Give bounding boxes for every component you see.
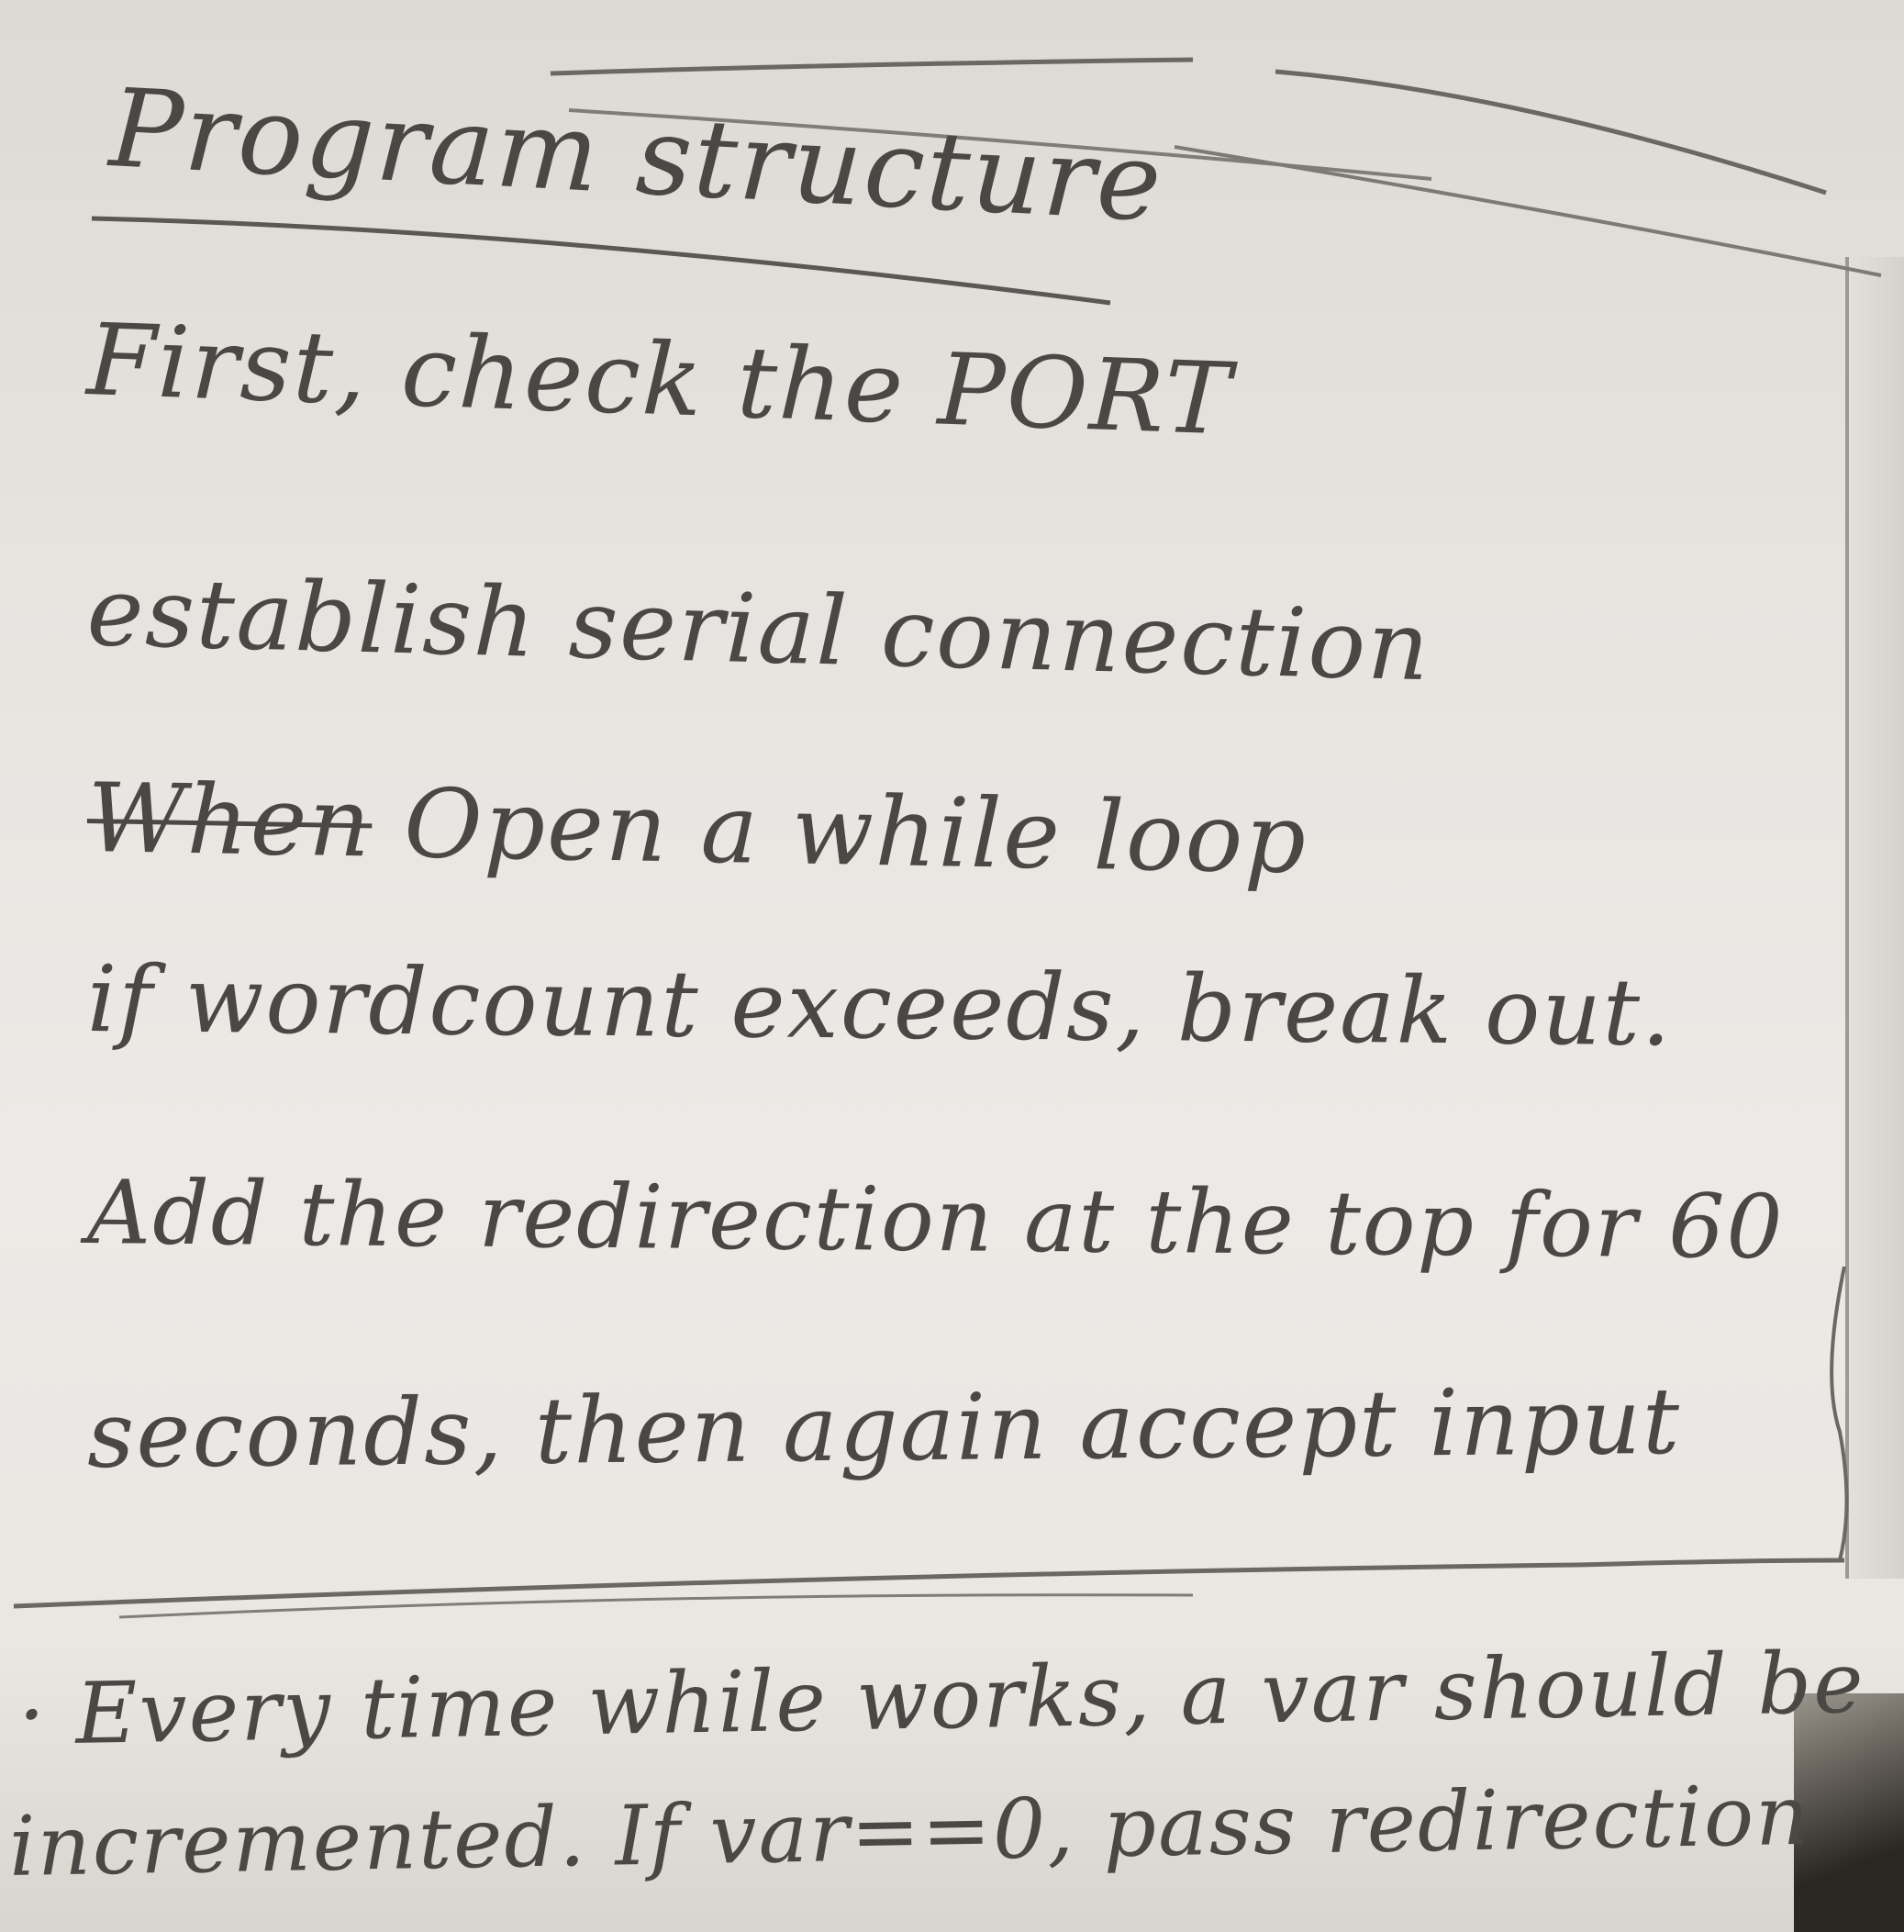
note-line-7: · Every time while works, a var should be bbox=[17, 1633, 1866, 1764]
page-edge bbox=[1845, 257, 1904, 1579]
note-line-2: establish serial connection bbox=[85, 555, 1432, 703]
crossed-out-word: When bbox=[85, 762, 373, 879]
note-line-5: Add the redirection at the top for 60 bbox=[86, 1161, 1785, 1279]
note-line-8: incremented. If var==0, pass redirection bbox=[8, 1767, 1811, 1895]
note-line-3: Open a while loop bbox=[403, 767, 1309, 896]
note-line-4: if wordcount exceeds, break out. bbox=[86, 945, 1674, 1067]
note-line-6: seconds, then again accept input bbox=[86, 1367, 1682, 1489]
top-stroke-1 bbox=[551, 60, 1193, 73]
page-title: Program structure bbox=[106, 64, 1166, 247]
note-line-1: First, check the PORT bbox=[84, 303, 1235, 458]
separator-line-2 bbox=[119, 1595, 1193, 1617]
note-line-3-wrapper bbox=[86, 762, 1308, 895]
top-stroke-2 bbox=[1275, 72, 1826, 193]
top-stroke-4 bbox=[1175, 147, 1881, 275]
separator-line bbox=[14, 1560, 1844, 1606]
